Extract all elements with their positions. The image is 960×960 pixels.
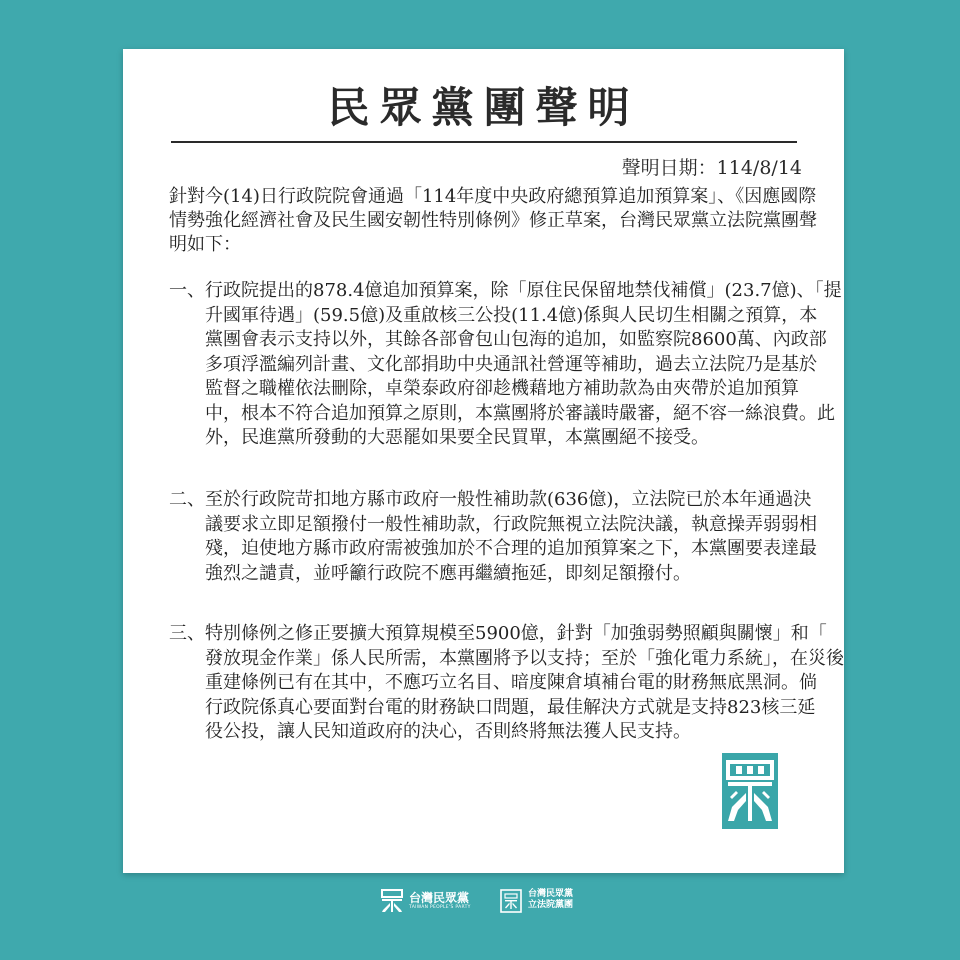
tpp-mark-icon	[381, 889, 403, 913]
caucus-name-line: 台灣民眾黨	[528, 889, 574, 899]
item-number: 一、	[169, 280, 205, 301]
caucus-name-line: 立法院黨團	[528, 900, 574, 910]
item-line: 殘，迫使地方縣市政府需被強加於不合理的追加預算案之下，本黨團要表達最	[205, 538, 817, 559]
tpp-logo-icon	[722, 753, 778, 829]
item-line: 強烈之譴責，並呼籲行政院不應再繼續拖延，即刻足額撥付。	[205, 562, 691, 584]
item-number: 二、	[169, 489, 205, 510]
statement-item-2	[169, 488, 817, 586]
item-line: 役公投，讓人民知道政府的決心，否則終將無法獲人民支持。	[205, 721, 691, 742]
statement-title: 民眾黨團聲明	[327, 83, 640, 132]
footer-party-brand	[381, 888, 491, 918]
intro-paragraph	[169, 185, 817, 257]
intro-line: 針對今(14)日行政院院會通過「114年度中央政府總預算追加預算案」、《因應國際	[169, 186, 817, 207]
party-name-en: TAIWAN PEOPLE'S PARTY	[409, 905, 471, 910]
footer-caucus-brand	[500, 888, 580, 918]
caucus-mark-icon	[500, 889, 522, 913]
item-line: 升國軍待遇」(59.5億)及重啟核三公投(11.4億)係與人民切生相關之預算，本	[205, 304, 818, 326]
title-divider	[171, 141, 797, 143]
item-line: 至於行政院苛扣地方縣市政府一般性補助款(636億)，立法院已於本年通過決	[205, 489, 812, 510]
party-name: 台灣民眾黨	[409, 891, 470, 905]
item-number: 三、	[169, 623, 205, 644]
item-line: 發放現金作業」係人民所需，本黨團將予以支持；至於「強化電力系統」，在災後	[205, 647, 844, 669]
item-line: 多項浮濫編列計畫、文化部捐助中央通訊社營運等補助，過去立法院乃是基於	[205, 353, 817, 375]
item-line: 重建條例已有在其中，不應巧立名目、暗度陳倉填補台電的財務無底黑洞。倘	[205, 672, 817, 693]
item-line: 行政院係真心要面對台電的財務缺口問題，最佳解決方式就是支持823核三延	[205, 696, 816, 718]
intro-line: 情勢強化經濟社會及民生國安韌性特別條例》修正草案，台灣民眾黨立法院黨團聲	[169, 210, 817, 231]
statement-date: 聲明日期：114/8/14	[621, 157, 802, 179]
item-line: 行政院提出的878.4億追加預算案，除「原住民保留地禁伐補償」(23.7億)、「提	[205, 280, 842, 301]
item-line: 黨團會表示支持以外，其餘各部會包山包海的追加，如監察院8600萬、內政部	[205, 329, 827, 350]
item-line: 特別條例之修正要擴大預算規模至5900億，針對「加強弱勢照顧與關懷」和「	[205, 623, 827, 644]
caucus-name	[528, 889, 573, 911]
statement-item-3	[169, 622, 844, 745]
intro-line: 明如下：	[169, 234, 241, 255]
item-line: 外，民進黨所發動的大惡罷如果要全民買單，本黨團絕不接受。	[205, 427, 709, 448]
item-line: 監督之職權依法刪除，卓榮泰政府卻趁機藉地方補助款為由夾帶於追加預算	[205, 378, 799, 399]
statement-paper	[123, 49, 844, 873]
statement-item-1	[169, 279, 842, 451]
item-line: 中，根本不符合追加預算之原則，本黨團將於審議時嚴審，絕不容一絲浪費。此	[205, 402, 835, 424]
item-line: 議要求立即足額撥付一般性補助款，行政院無視立法院決議，執意操弄弱弱相	[205, 513, 817, 535]
